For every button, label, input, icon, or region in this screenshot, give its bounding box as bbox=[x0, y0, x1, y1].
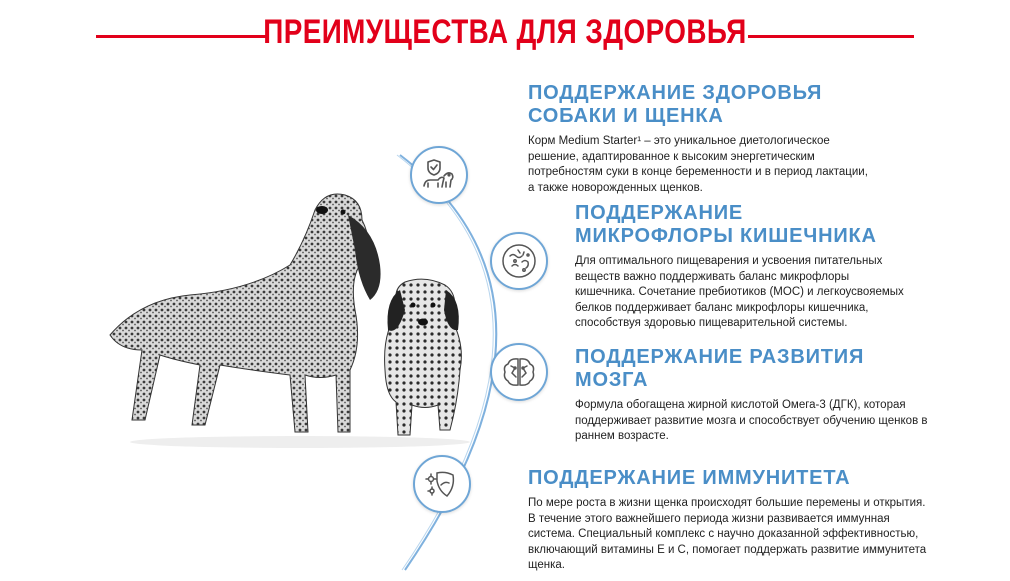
benefit-microflora-text: Для оптимального пищеварения и усвоения питательных веществ важно поддерживать баланс микрофлоры кишечника. Сочетание пребиотиков (МОС) и легкоусвояемых белков поддерживает баланс микрофлоры кишечника, способствуя здоровью пищеварительной системы. bbox=[575, 255, 904, 330]
benefit-microflora-title: ПОДДЕРЖАНИЕ МИКРОФЛОРЫ КИШЕЧНИКА bbox=[575, 202, 877, 247]
benefit-microflora bbox=[575, 202, 905, 332]
microflora-icon bbox=[490, 232, 548, 290]
benefit-brain-title: ПОДДЕРЖАНИЕ РАЗВИТИЯ МОЗГА bbox=[575, 346, 865, 391]
benefit-health bbox=[528, 82, 868, 196]
benefit-brain bbox=[575, 346, 935, 445]
immunity-shield-icon bbox=[413, 455, 471, 513]
benefit-health-title: ПОДДЕРЖАНИЕ ЗДОРОВЬЯ СОБАКИ И ЩЕНКА bbox=[528, 82, 823, 127]
benefit-immunity-text: По мере роста в жизни щенка происходят большие перемены и открытия. В течение этого важнейшего периода жизни развивается иммунная система. Специальный комплекс с научно доказанной эффективностью, включающий витамины Е и С, помогает поддержать развитие иммунитета щенка. bbox=[528, 497, 927, 572]
page-title: ПРЕИМУЩЕСТВА ДЛЯ ЗДОРОВЬЯ bbox=[263, 13, 747, 51]
dogs-image bbox=[100, 170, 480, 460]
benefit-brain-text: Формула обогащена жирной кислотой Омега-3 (ДГК), которая поддерживает развитие мозга и способствует обучению щенков в раннем возрасте. bbox=[575, 399, 928, 443]
puppy bbox=[385, 279, 462, 435]
benefit-immunity bbox=[528, 467, 928, 574]
brain-icon bbox=[490, 343, 548, 401]
benefit-health-text: Корм Medium Starter¹ – это уникальное диетологическое решение, адаптированное к высоким энергетическим потребностям суки в конце беременности и в период лактации, а также новорожденных щенков. bbox=[528, 135, 868, 194]
adult-setter bbox=[110, 194, 381, 432]
benefit-immunity-title: ПОДДЕРЖАНИЕ ИММУНИТЕТА bbox=[528, 467, 851, 489]
dog-and-puppy-icon bbox=[410, 146, 468, 204]
